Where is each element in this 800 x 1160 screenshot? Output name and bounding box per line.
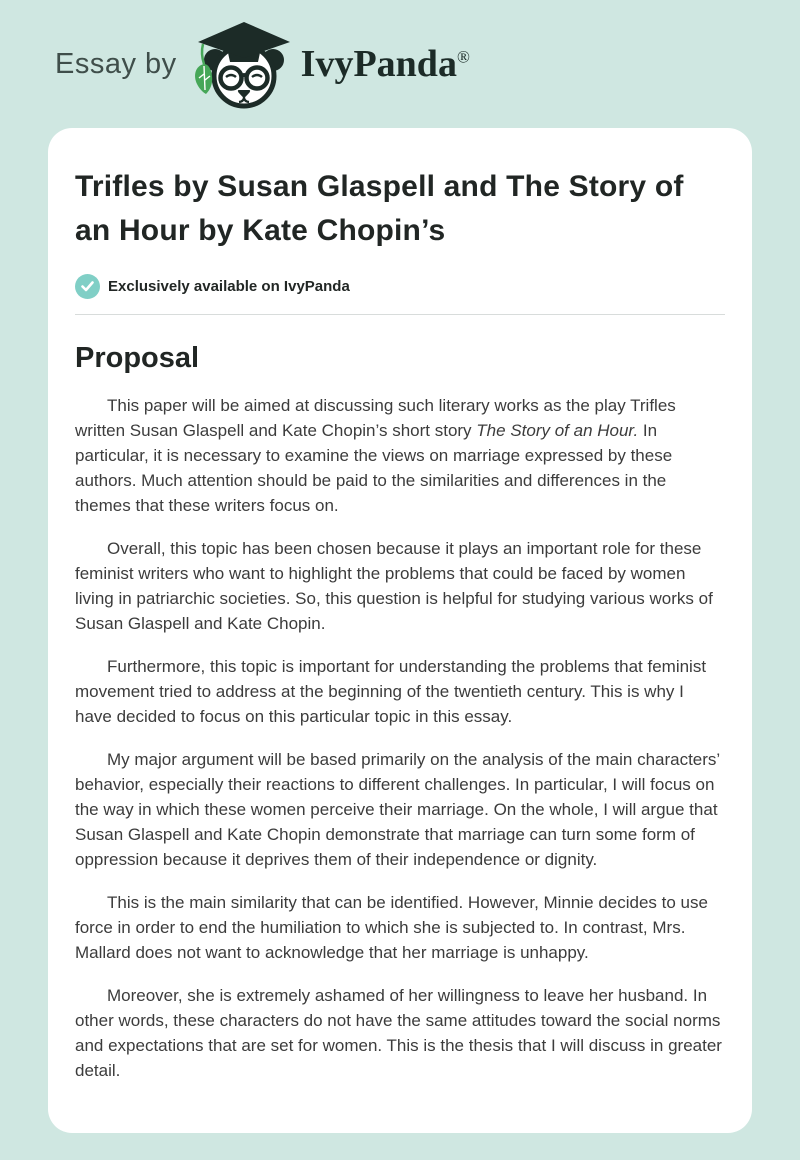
divider (75, 314, 725, 315)
tassel-string-icon (202, 44, 204, 64)
header (0, 0, 800, 128)
checkmark-icon (75, 274, 100, 299)
paragraph-text: In particular, it is necessary to examine the views on marriage expressed by these authors. Much attention should be paid to the similarities and differences in the themes that these writers focus on. (75, 421, 673, 515)
availability-label: Exclusively available on IvyPanda (108, 278, 350, 295)
paragraph-text: Furthermore, this topic is important for understanding the problems that feminist movement tried to address at the beginning of the twentieth century. This is why I have decided to focus on this particular topic in this essay. (75, 657, 707, 726)
paragraph-text: My major argument will be based primarily on the analysis of the main characters’ behavior, especially their reactions to different challenges. In particular, I will focus on the way in which these women perceive their marriage. On the whole, I will argue that Susan Glaspell and Kate Chopin demonstrate that marriage can turn some form of oppression because it deprives them of their independence or dignity. (75, 750, 720, 869)
essay-card (48, 128, 752, 1133)
essay-paragraph (75, 393, 725, 518)
essay-paragraph (75, 983, 725, 1083)
section-heading-proposal: Proposal (75, 342, 200, 374)
brand-name (301, 45, 470, 83)
italic-work-title: The Story of an Hour. (476, 421, 639, 440)
registered-trademark: ® (456, 47, 470, 67)
availability-badge (75, 274, 725, 299)
essay-paragraph (75, 654, 725, 729)
paragraph-text: This paper will be aimed at discussing such literary works as the play Trifles written Susan Glaspell and Kate Chopin’s short story (75, 396, 676, 440)
paragraph-text: Moreover, she is extremely ashamed of her willingness to leave her husband. In other words, these characters do not have the same attitudes toward the social norms and expectations that are set for women. This is the thesis that I will discuss in greater detail. (75, 986, 722, 1080)
panda-graduate-icon (191, 18, 295, 110)
brand-text: IvyPanda (300, 43, 457, 85)
paragraph-text: This is the main similarity that can be identified. However, Minnie decides to use force in order to end the humiliation to which she is subjected to. In contrast, Mrs. Mallard does not want to acknowledge that her marriage is unhappy. (75, 893, 708, 962)
essay-paragraph (75, 536, 725, 636)
essay-body (75, 393, 725, 1083)
paragraph-text: Overall, this topic has been chosen because it plays an important role for these feminist writers who want to highlight the problems that could be faced by women living in patriarchic societies. So, this question is helpful for studying various works of Susan Glaspell and Kate Chopin. (75, 539, 713, 633)
essay-title: Trifles by Susan Glaspell and The Story of an Hour by Kate Chopin’s (75, 170, 684, 247)
essay-paragraph (75, 890, 725, 965)
essay-paragraph (75, 747, 725, 872)
essay-by-label: Essay by (55, 47, 177, 80)
